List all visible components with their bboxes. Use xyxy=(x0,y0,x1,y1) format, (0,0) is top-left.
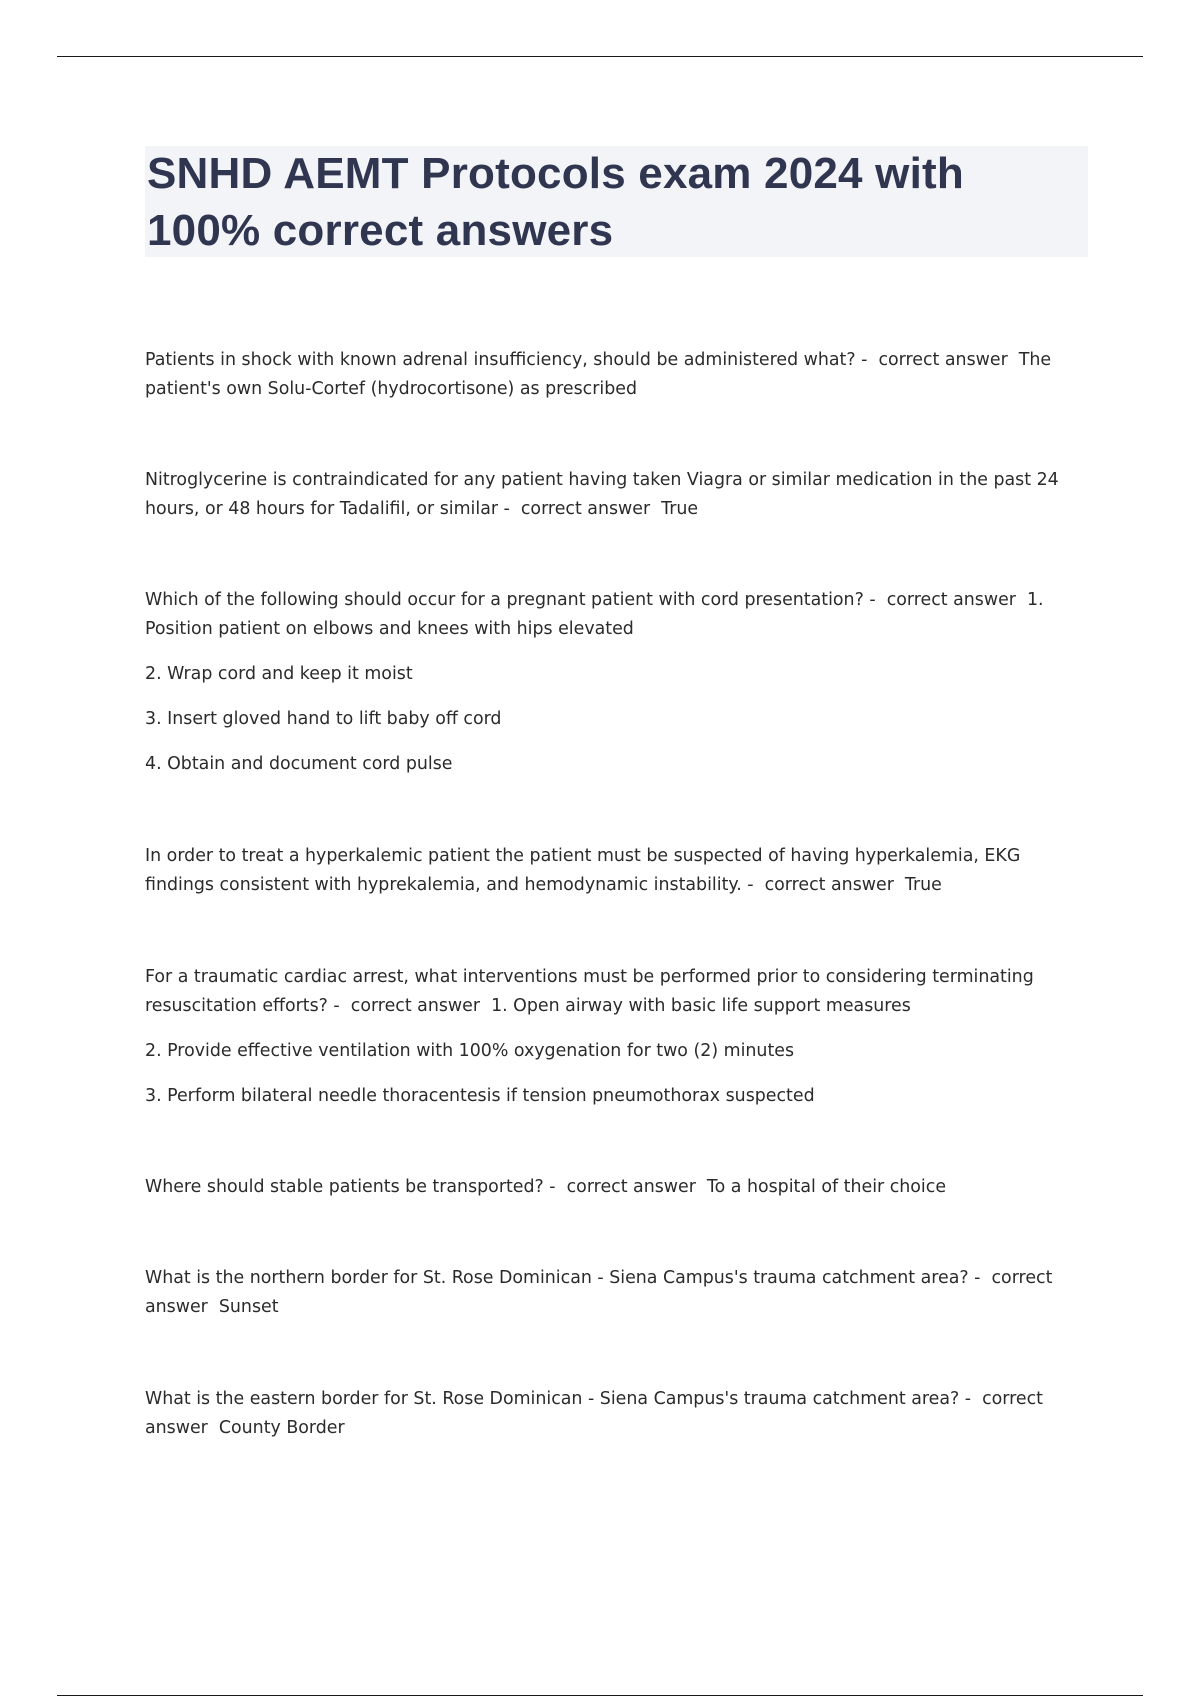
answer-text: 1. Open airway with basic life support measures xyxy=(491,996,911,1016)
qa-line xyxy=(145,1264,1090,1322)
answer-text: Sunset xyxy=(218,1297,279,1317)
answer-text: True xyxy=(904,875,942,895)
qa-item xyxy=(145,1173,1090,1202)
qa-item xyxy=(145,842,1090,900)
answer-text: To a hospital of their choice xyxy=(706,1177,947,1197)
question-text: For a traumatic cardiac arrest, what interventions must be performed prior to considering terminating resuscitation efforts? - xyxy=(145,967,1034,1016)
qa-line xyxy=(145,346,1090,404)
answer-label: correct answer xyxy=(520,499,651,519)
answer-list-item: 2. Wrap cord and keep it moist xyxy=(145,664,413,684)
question-text: Nitroglycerine is contraindicated for any patient having taken Viagra or similar medication in the past 24 hours, or 48 hours for Tadalifil, or similar - xyxy=(145,470,1059,519)
answer-label: correct answer xyxy=(886,590,1016,610)
qa-item xyxy=(145,1385,1090,1443)
answer-label: correct answer xyxy=(350,996,480,1016)
question-text: Patients in shock with known adrenal insufficiency, should be administered what? - xyxy=(145,350,868,370)
answer-text: 1. Position patient on elbows and knees with hips elevated xyxy=(145,590,1044,639)
answer-text: The patient's own Solu-Cortef (hydrocortisone) as prescribed xyxy=(145,350,1052,399)
answer-label: correct answer xyxy=(878,350,1008,370)
answer-list-item: 4. Obtain and document cord pulse xyxy=(145,754,453,774)
qa-line xyxy=(145,466,1090,524)
question-text: What is the northern border for St. Rose Dominican - Siena Campus's trauma catchment area? - xyxy=(145,1268,981,1288)
question-text: What is the eastern border for St. Rose Dominican - Siena Campus's trauma catchment area? - xyxy=(145,1389,972,1409)
qa-item xyxy=(145,1264,1090,1322)
answer-list-item: 3. Perform bilateral needle thoracentesis if tension pneumothorax suspected xyxy=(145,1086,815,1106)
answer-label: correct answer xyxy=(764,875,894,895)
qa-item xyxy=(145,586,1090,779)
qa-line xyxy=(145,963,1090,1021)
qa-item xyxy=(145,466,1090,524)
qa-line xyxy=(145,586,1090,644)
qa-line xyxy=(145,842,1090,900)
answer-list-item: 3. Insert gloved hand to lift baby off cord xyxy=(145,709,502,729)
answer-label: correct answer xyxy=(566,1177,696,1197)
document-title: SNHD AEMT Protocols exam 2024 with 100% correct answers xyxy=(147,149,964,255)
answer-label: correct answer xyxy=(145,1268,1053,1317)
question-text: Which of the following should occur for a pregnant patient with cord presentation? - xyxy=(145,590,876,610)
qa-item xyxy=(145,346,1090,404)
answer-text: True xyxy=(661,499,699,519)
qa-line xyxy=(145,1173,1090,1202)
qa-line xyxy=(145,1385,1090,1443)
question-text: In order to treat a hyperkalemic patient the patient must be suspected of having hyperkalemia, EKG findings consistent with hyprekalemia, and hemodynamic instability. - xyxy=(145,846,1021,895)
answer-text: County Border xyxy=(218,1418,345,1438)
answer-label: correct answer xyxy=(145,1389,1043,1438)
bottom-rule xyxy=(57,1695,1143,1696)
qa-item xyxy=(145,963,1090,1111)
top-rule xyxy=(57,56,1143,57)
answer-list-item: 2. Provide effective ventilation with 100% oxygenation for two (2) minutes xyxy=(145,1041,795,1061)
question-text: Where should stable patients be transported? - xyxy=(145,1177,556,1197)
